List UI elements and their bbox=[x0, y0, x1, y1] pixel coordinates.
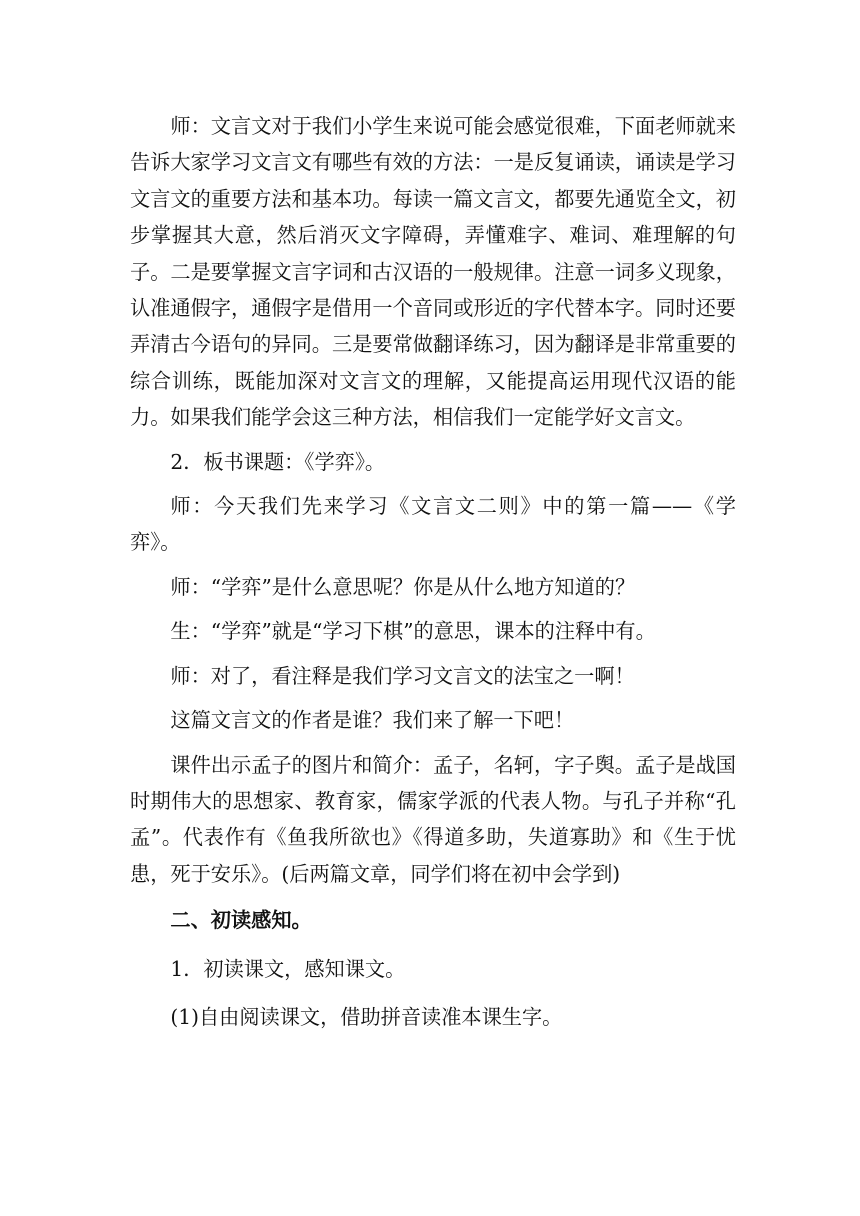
paragraph-teacher-praise: 师：对了，看注释是我们学习文言文的法宝之一啊！ bbox=[170, 663, 635, 688]
section-heading-first-reading: 二、初读感知。 bbox=[170, 908, 312, 933]
paragraph-substep-one: (1)自由阅读课文，借助拼音读准本课生字。 bbox=[170, 1004, 563, 1029]
paragraph-author-prompt: 这篇文言文的作者是谁？我们来了解一下吧！ bbox=[170, 708, 575, 733]
paragraph-teacher-intro: 师：今天我们先来学习《文言文二则》中的第一篇——《学弈》。 bbox=[130, 494, 736, 555]
paragraph-mencius-intro: 课件出示孟子的图片和简介：孟子，名轲，字子舆。孟子是战国时期伟大的思想家、教育家，儒家学派的代表人物。与孔子并称“孔孟”。代表作有《鱼我所欲也》《得道多助，失道寡助》和《生于忧患，死于安乐》。(后两篇文章，同学们将在初中会学到) bbox=[130, 752, 736, 886]
paragraph-step-one: 1．初读课文，感知课文。 bbox=[170, 956, 406, 981]
paragraph-board-title: 2．板书课题：《学弈》。 bbox=[170, 449, 386, 474]
paragraph-teacher-question: 师：“学弈”是什么意思呢？你是从什么地方知道的？ bbox=[170, 574, 636, 599]
paragraph-student-answer: 生：“学弈”就是“学习下棋”的意思，课本的注释中有。 bbox=[170, 619, 656, 644]
document-page bbox=[130, 108, 736, 1035]
paragraph-study-methods: 师：文言文对于我们小学生来说可能会感觉很难，下面老师就来告诉大家学习文言文有哪些有效的方法：一是反复诵读，诵读是学习文言文的重要方法和基本功。每读一篇文言文，都要先通览全文，初步掌握其大意，然后消灭文字障碍，弄懂难字、难词、难理解的句子。二是要掌握文言字词和古汉语的一般规律。注意一词多义现象，认准通假字，通假字是借用一个音同或形近的字代替本字。同时还要弄清古今语句的异同。三是要常做翻译练习，因为翻译是非常重要的综合训练，既能加深对文言文的理解，又能提高运用现代汉语的能力。如果我们能学会这三种方法，相信我们一定能学好文言文。 bbox=[130, 114, 736, 430]
